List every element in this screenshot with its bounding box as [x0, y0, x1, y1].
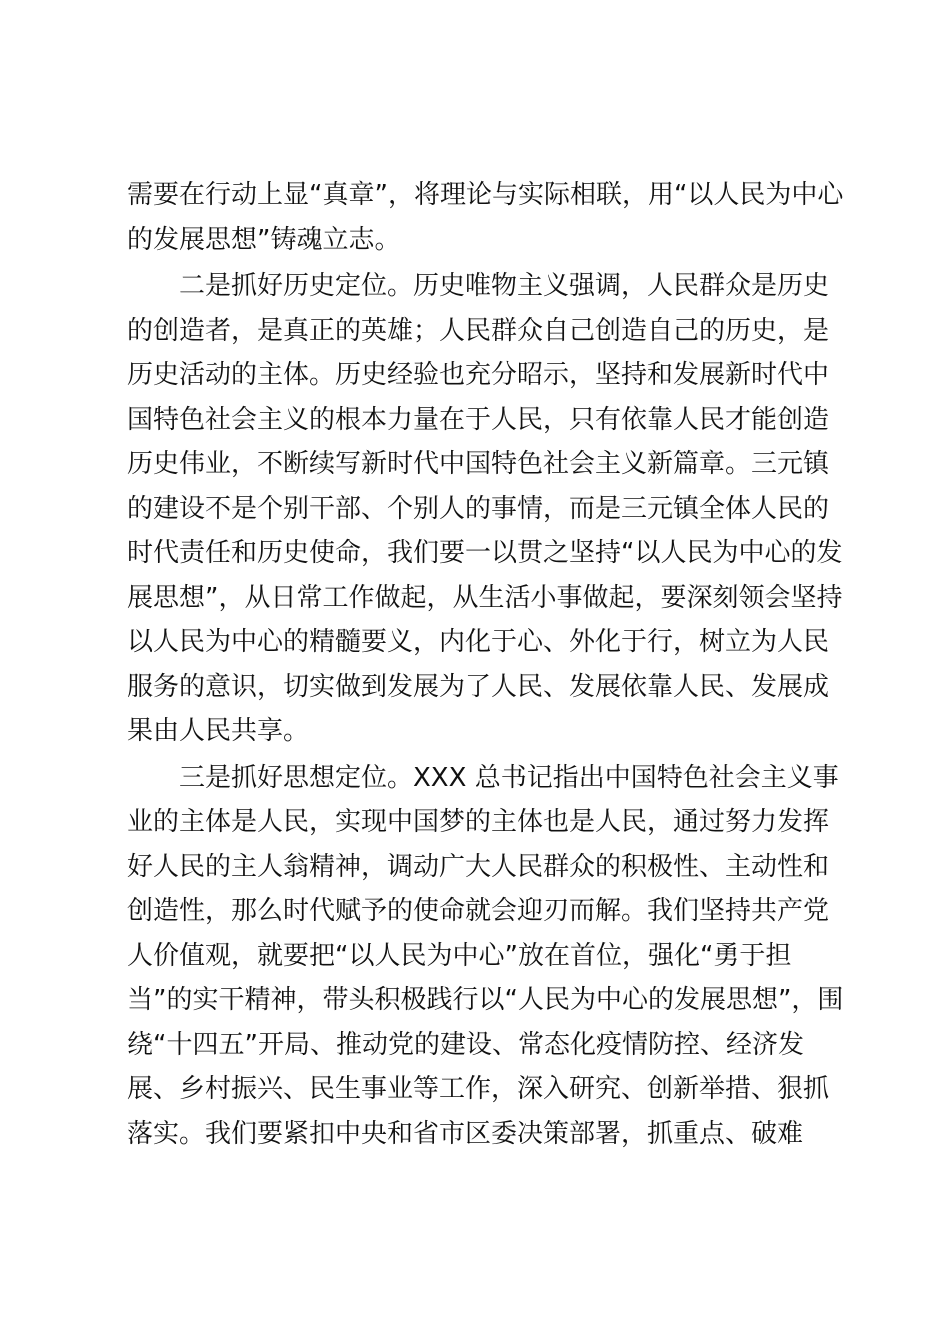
text-line: 以人民为中心的精髓要义，内化于心、外化于行，树立为人民: [127, 627, 830, 657]
text-line: 果由人民共享。: [127, 716, 310, 746]
paragraph-first-line: 二是抓好历史定位。历史唯物主义强调，人民群众是历史: [179, 271, 830, 301]
text-line: 历史活动的主体。历史经验也充分昭示，坚持和发展新时代中: [127, 360, 830, 390]
text-line: 展、乡村振兴、民生事业等工作，深入研究、创新举措、狠抓: [127, 1074, 830, 1104]
text-line: 创造性，那么时代赋予的使命就会迎刃而解。我们坚持共产党: [127, 896, 830, 926]
text-line: 展思想”，从日常工作做起，从生活小事做起，要深刻领会坚持: [127, 582, 843, 613]
text-line: 落实。我们要紧扣中央和省市区委决策部署，抓重点、破难: [127, 1118, 804, 1149]
text-line: 历史伟业，不断续写新时代中国特色社会主义新篇章。三元镇: [127, 449, 830, 479]
paragraph-first-line: 三是抓好思想定位。XXX 总书记指出中国特色社会主义事: [179, 762, 839, 793]
text-line: 的创造者，是真正的英雄；人民群众自己创造自己的历史，是: [127, 315, 830, 346]
text-line: 需要在行动上显“真章”，将理论与实际相联，用“以人民为中心: [127, 180, 844, 210]
text-line: 的发展思想”铸魂立志。: [127, 224, 401, 255]
text-line: 服务的意识，切实做到发展为了人民、发展依靠人民、发展成: [127, 671, 830, 702]
body-text: [127, 173, 844, 1156]
text-line: 时代责任和历史使命，我们要一以贯之坚持“以人民为中心的发: [127, 538, 843, 568]
text-line: 绕“十四五”开局、推动党的建设、常态化疫情防控、经济发: [127, 1029, 804, 1060]
text-line: 业的主体是人民，实现中国梦的主体也是人民，通过努力发挥: [127, 807, 830, 837]
text-line: 人价值观，就要把“以人民为中心”放在首位，强化“勇于担: [127, 940, 792, 971]
text-line: 当”的实干精神，带头积极践行以“人民为中心的发展思想”，围: [127, 985, 844, 1015]
text-line: 国特色社会主义的根本力量在于人民，只有依靠人民才能创造: [127, 404, 830, 435]
text-line: 好人民的主人翁精神，调动广大人民群众的积极性、主动性和: [127, 851, 830, 882]
text-line: 的建设不是个别干部、个别人的事情，而是三元镇全体人民的: [127, 493, 830, 524]
